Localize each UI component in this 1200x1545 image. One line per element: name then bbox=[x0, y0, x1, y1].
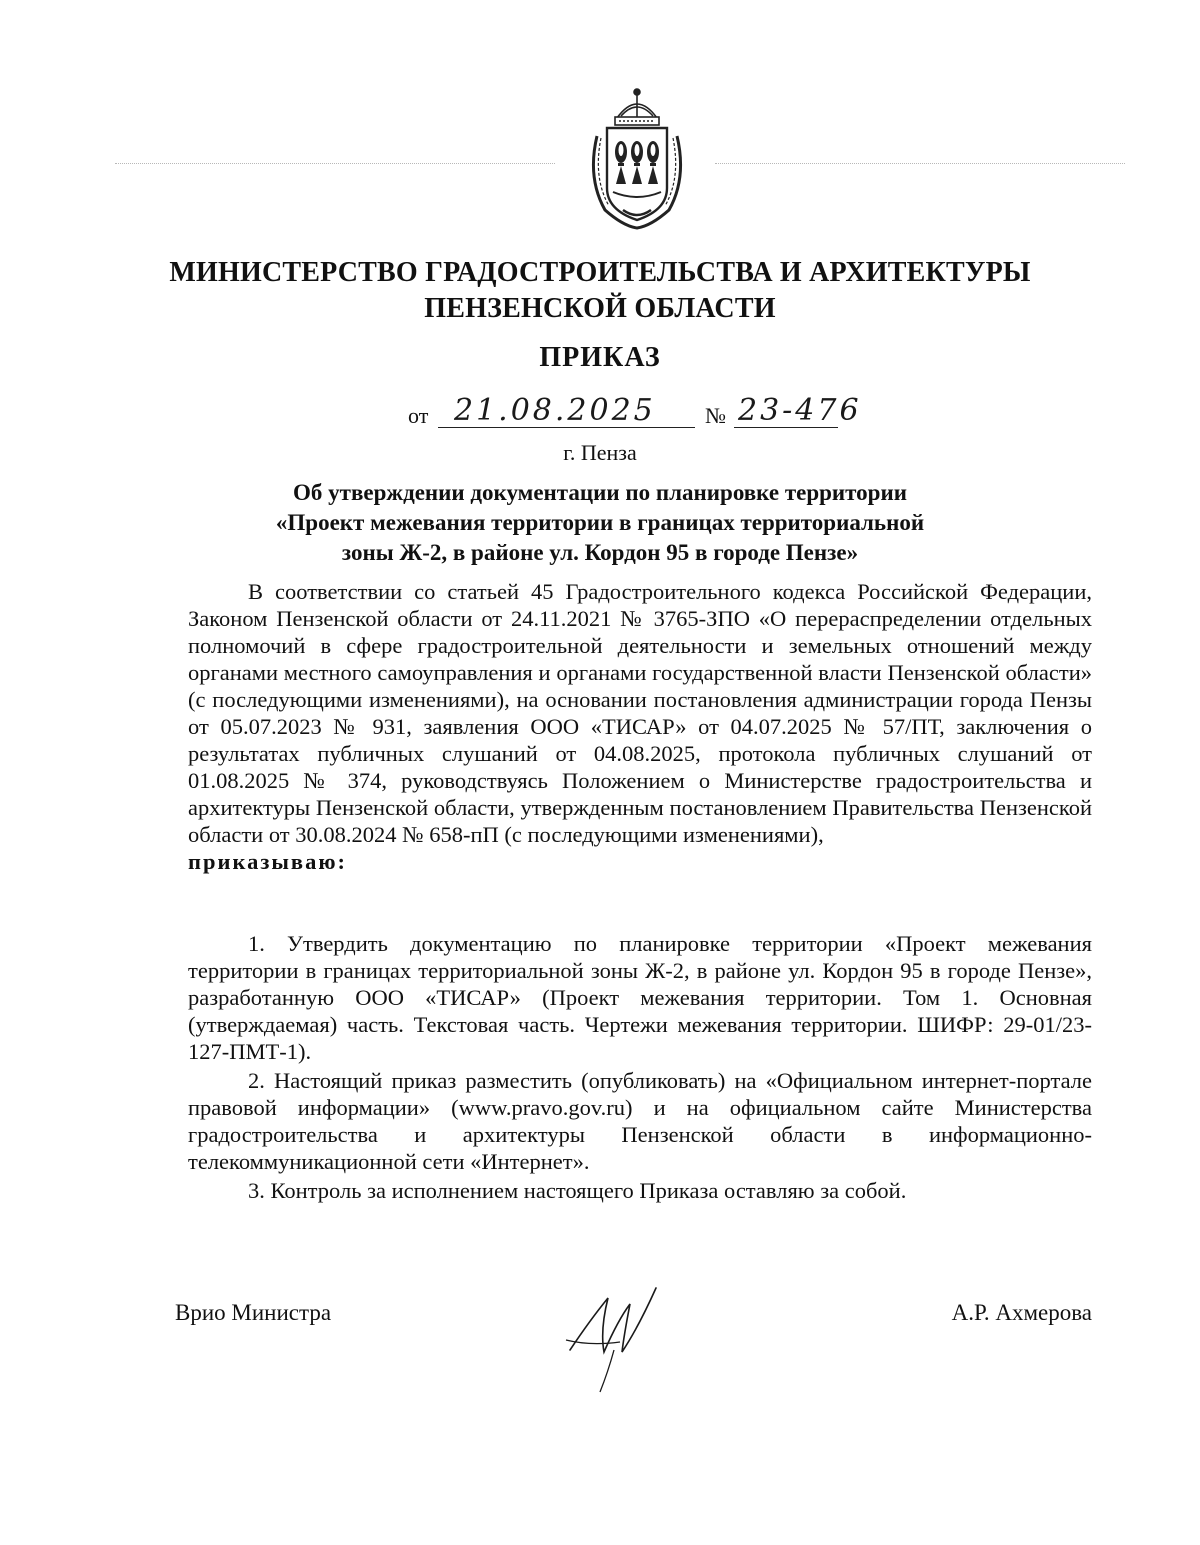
handwritten-signature bbox=[560, 1280, 670, 1400]
header-dotted-rule-right bbox=[715, 163, 1125, 164]
order-items bbox=[188, 930, 1092, 1206]
subject-line2: «Проект межевания территории в границах территориальной bbox=[275, 510, 925, 535]
subject-line1: Об утверждении документации по планировке территории bbox=[293, 480, 907, 505]
order-item-2: 2. Настоящий приказ разместить (опубликовать) на «Официальном интернет-портале правовой информации» (www.pravo.gov.ru) и на официальном сайте Министерства градостроительства и архитектуры Пензенской области в информационно-телекоммуникационной сети «Интернет». bbox=[188, 1068, 1092, 1174]
preamble-paragraph bbox=[188, 578, 1092, 875]
signatory-name: А.Р. Ахмерова bbox=[951, 1300, 1092, 1325]
handwritten-date: 21.08.2025 bbox=[454, 393, 656, 428]
document-type-title: ПРИКАЗ bbox=[539, 342, 661, 373]
subject-line3: зоны Ж-2, в районе ул. Кордон 95 в городе Пензе» bbox=[341, 540, 859, 565]
signatory-role: Врио Министра bbox=[175, 1300, 332, 1325]
date-prefix: от bbox=[408, 403, 429, 428]
ministry-name-line2: ПЕНЗЕНСКОЙ ОБЛАСТИ bbox=[424, 293, 776, 324]
document-subject bbox=[0, 478, 1200, 568]
number-prefix: № bbox=[705, 403, 726, 428]
order-item-1: 1. Утвердить документацию по планировке территории «Проект межевания территории в границах территориальной зоны Ж-2, в районе ул. Кордон 95 в городе Пензе», разработанную ООО «ТИСАР» (Проект межевания территории. Том 1. Основная (утверждаемая) часть. Текстовая часть. Чертежи межевания территории. ШИФР: 29-01/23-127-ПМТ-1). bbox=[188, 931, 1092, 1064]
order-word: приказываю: bbox=[188, 849, 348, 874]
header-dotted-rule-left bbox=[115, 163, 555, 164]
order-item-3: 3. Контроль за исполнением настоящего Приказа оставляю за собой. bbox=[248, 1178, 907, 1203]
ministry-name bbox=[0, 255, 1200, 327]
ministry-name-line1: МИНИСТЕРСТВО ГРАДОСТРОИТЕЛЬСТВА И АРХИТЕКТУРЫ bbox=[169, 257, 1031, 288]
city: г. Пенза bbox=[563, 440, 637, 465]
preamble-text: В соответствии со статьей 45 Градостроительного кодекса Российской Федерации, Законом Пензенской области от 24.11.2021 № 3765-ЗПО «О перераспределении отдельных полномочий в сфере градостроительной деятельности и земельных отношений между органами местного самоуправления и органами государственной власти Пензенской области» (с последующими изменениями), на основании постановления администрации города Пензы от 05.07.2023 № 931, заявления ООО «ТИСАР» от 04.07.2025 № 57/ПТ, заключения о результатах публичных слушаний от 04.08.2025, протокола публичных слушаний от 01.08.2025 № 374, руководствуясь Положением о Министерстве градостроительства и архитектуры Пензенской области, утвержденным постановлением Правительства Пензенской области от 30.08.2024 № 658-пП (с последующими изменениями), bbox=[188, 579, 1092, 847]
date-number-line bbox=[408, 395, 878, 431]
handwritten-number: 23-476 bbox=[738, 393, 862, 428]
coat-of-arms-emblem bbox=[583, 88, 691, 230]
